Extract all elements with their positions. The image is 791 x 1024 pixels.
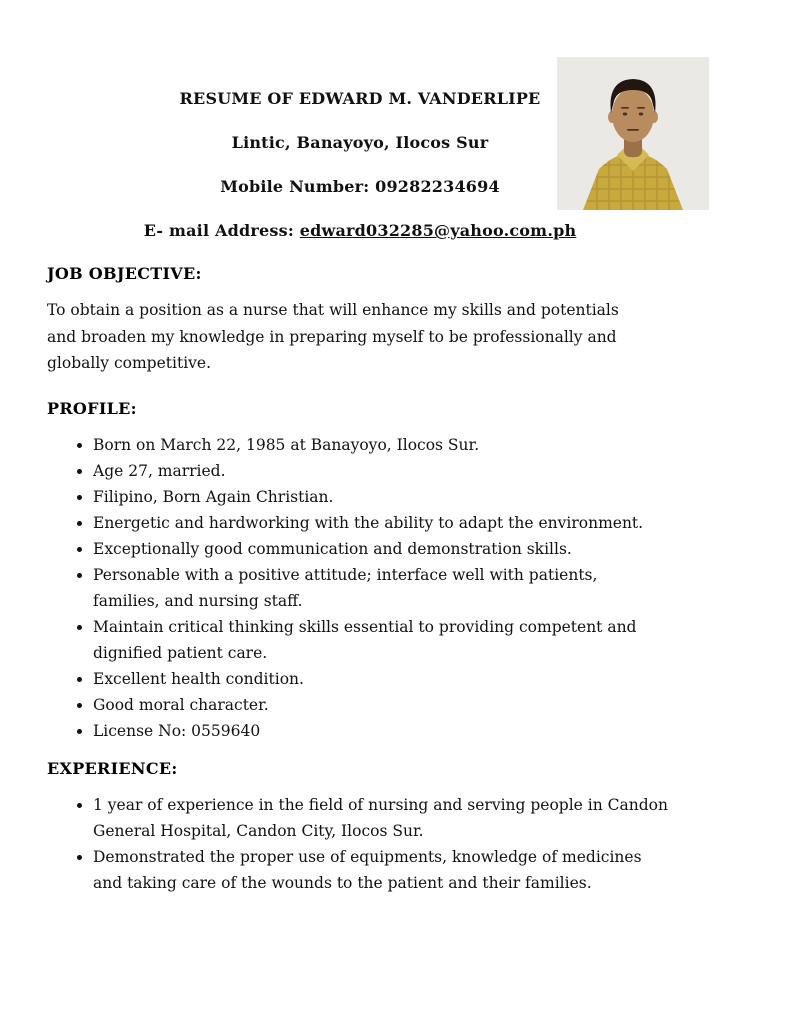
profile-item: • License No: 0559640	[93, 718, 668, 744]
email-line	[0, 220, 720, 242]
profile-item: • Maintain critical thinking skills essential to providing competent and dignified patient care.	[93, 614, 668, 666]
profile-item: • Exceptionally good communication and demonstration skills.	[93, 536, 668, 562]
email-label: E- mail Address:	[143, 221, 294, 240]
resume-body	[47, 264, 677, 896]
resume-header	[0, 0, 791, 242]
profile-item: • Excellent health condition.	[93, 666, 668, 692]
experience-list	[47, 792, 677, 896]
resume-title: RESUME OF EDWARD M. VANDERLIPE	[179, 89, 541, 108]
profile-item: • Age 27, married.	[93, 458, 668, 484]
objective-text: To obtain a position as a nurse that will enhance my skills and potentials and broaden my knowledge in preparing myself to be professionally and globally competitive.	[47, 301, 619, 372]
section-heading-experience: EXPERIENCE:	[47, 758, 178, 778]
section-heading-profile: PROFILE:	[47, 398, 137, 418]
profile-list	[47, 432, 677, 744]
email-link[interactable]: edward032285@yahoo.com.ph	[299, 221, 577, 240]
address-line: Lintic, Banayoyo, Ilocos Sur	[231, 133, 489, 152]
face-graphic	[612, 88, 654, 142]
mobile-number-line: Mobile Number: 09282234694	[220, 177, 500, 196]
profile-item: • Personable with a positive attitude; interface well with patients, families, and nursing staff.	[93, 562, 668, 614]
profile-item: • Energetic and hardworking with the ability to adapt the environment.	[93, 510, 668, 536]
profile-item: • Good moral character.	[93, 692, 668, 718]
section-heading-job-objective: JOB OBJECTIVE:	[47, 264, 202, 283]
profile-item: • Filipino, Born Again Christian.	[93, 484, 668, 510]
profile-item: • Born on March 22, 1985 at Banayoyo, Ilocos Sur.	[93, 432, 668, 458]
experience-item: • 1 year of experience in the field of nursing and serving people in Candon General Hospital, Candon City, Ilocos Sur.	[93, 792, 668, 844]
applicant-photo-image	[557, 57, 709, 210]
experience-item: • Demonstrated the proper use of equipments, knowledge of medicines and taking care of the wounds to the patient and their families.	[93, 844, 668, 896]
applicant-photo	[557, 57, 709, 210]
